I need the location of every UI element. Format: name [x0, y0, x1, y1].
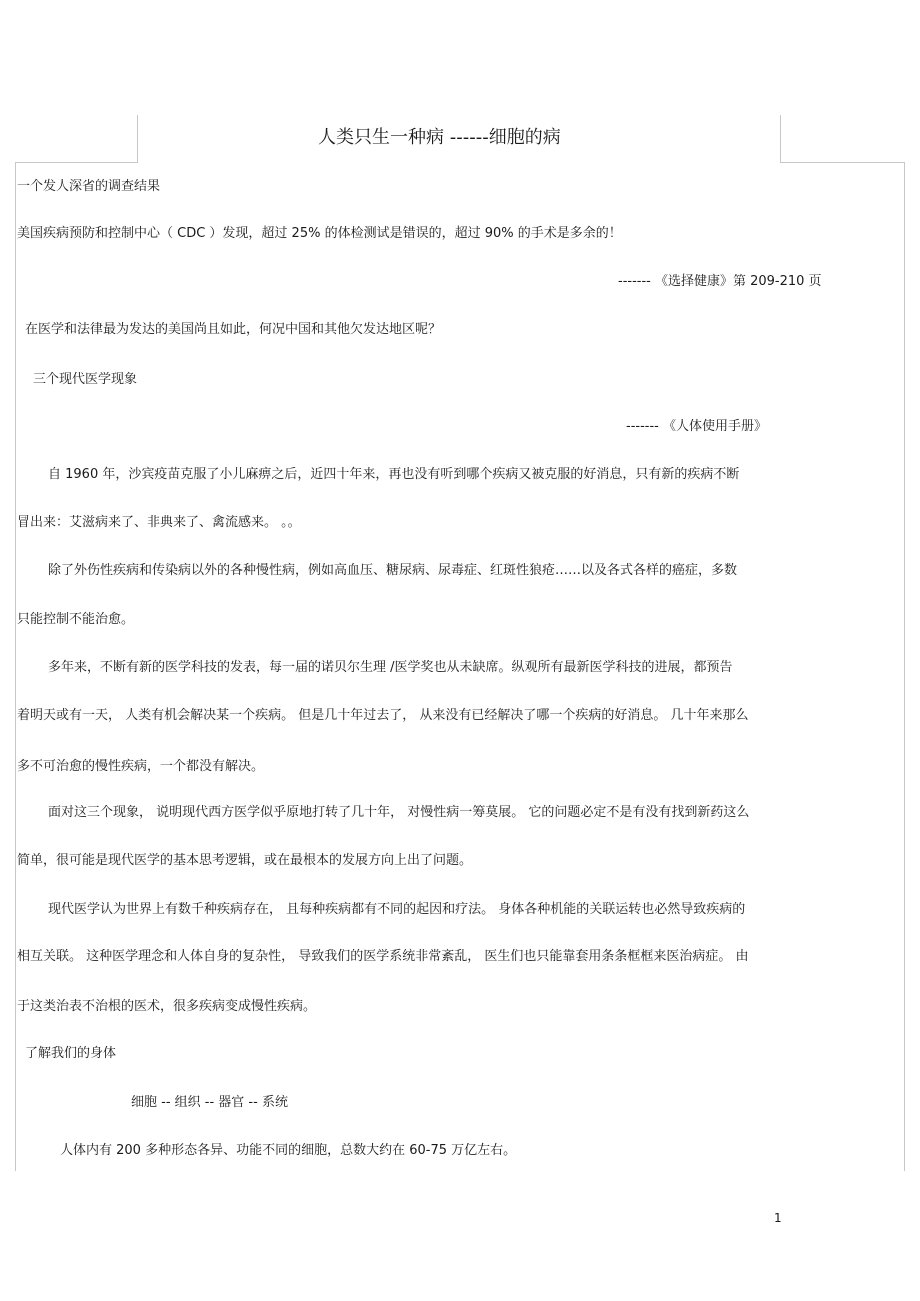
paragraph-line: 着明天或有一天， 人类有机会解决某一个疾病。 但是几十年过去了， 从来没有已经解决了哪一个疾病的好消息。 几十年来那么 — [17, 708, 749, 723]
paragraph-line: 于这类治表不治根的医术，很多疾病变成慢性疾病。 — [17, 999, 317, 1014]
paragraph-line: 现代医学认为世界上有数千种疾病存在， 且每种疾病都有不同的起因和疗法。 身体各种机能的关联运转也必然导致疾病的 — [48, 902, 746, 917]
crop-mark-left-horizontal — [15, 162, 137, 163]
paragraph-line: 多不可治愈的慢性疾病，一个都没有解决。 — [17, 759, 265, 774]
paragraph-line: 简单，很可能是现代医学的基本思考逻辑，或在最根本的发展方向上出了问题。 — [17, 853, 473, 868]
section-heading-body: 了解我们的身体 — [25, 1046, 117, 1061]
citation: ------- 《人体使用手册》 — [626, 419, 767, 434]
crop-mark-right-horizontal — [780, 162, 905, 163]
page-number: 1 — [774, 1211, 782, 1225]
right-margin-rule — [904, 163, 905, 1171]
paragraph-line: 自 1960 年，沙宾疫苗克服了小儿麻痹之后，近四十年来，再也没有听到哪个疾病又被克服的好消息，只有新的疾病不断 — [48, 467, 740, 482]
paragraph-line: 只能控制不能治愈。 — [17, 612, 135, 627]
crop-mark-left-vertical — [137, 115, 138, 163]
hierarchy-line: 细胞 -- 组织 -- 器官 -- 系统 — [131, 1095, 288, 1110]
paragraph-line: 面对这三个现象， 说明现代西方医学似乎原地打转了几十年， 对慢性病一筹莫展。 它的问题必定不是有没有找到新药这么 — [48, 805, 750, 820]
paragraph-line: 美国疾病预防和控制中心（ CDC ）发现，超过 25% 的体检测试是错误的，超过 90% 的手术是多余的！ — [17, 226, 622, 241]
section-heading-phenomena: 三个现代医学现象 — [33, 372, 138, 387]
left-margin-rule — [15, 163, 16, 1171]
document-title: 人类只生一种病 ------细胞的病 — [318, 127, 561, 148]
crop-mark-right-vertical — [780, 115, 781, 163]
citation: ------- 《选择健康》第 209-210 页 — [618, 274, 822, 289]
paragraph-line: 相互关联。 这种医学理念和人体自身的复杂性， 导致我们的医学系统非常紊乱， 医生们也只能靠套用条条框框来医治病症。 由 — [17, 949, 749, 964]
paragraph-line: 冒出来：艾滋病来了、非典来了、禽流感来。 。。 — [17, 515, 301, 530]
paragraph-line: 在医学和法律最为发达的美国尚且如此，何况中国和其他欠发达地区呢？ — [25, 322, 442, 337]
paragraph-line: 多年来，不断有新的医学科技的发表，每一届的诺贝尔生理 /医学奖也从未缺席。纵观所有最新医学科技的进展，都预告 — [48, 660, 733, 675]
paragraph-line: 除了外伤性疾病和传染病以外的各种慢性病，例如高血压、糖尿病、尿毒症、红斑性狼疮……以及各式各样的癌症，多数 — [48, 563, 738, 578]
paragraph-line: 人体内有 200 多种形态各异、功能不同的细胞，总数大约在 60-75 万亿左右。 — [60, 1143, 517, 1158]
section-heading-survey: 一个发人深省的调查结果 — [17, 179, 161, 194]
